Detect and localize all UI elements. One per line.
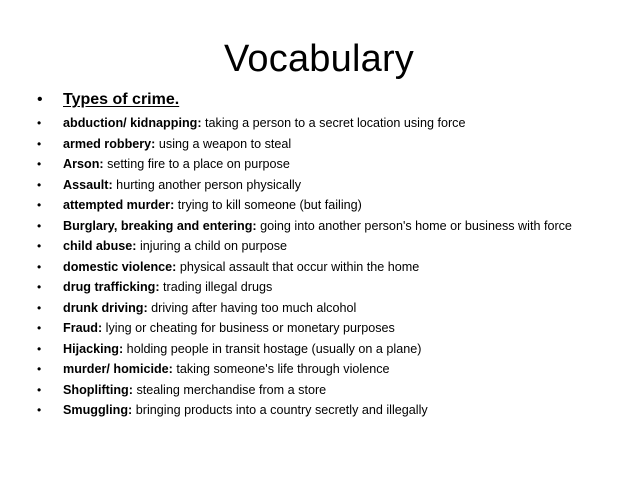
vocab-definition: lying or cheating for business or monetary purposes: [102, 321, 395, 335]
vocab-term: murder/ homicide:: [63, 362, 173, 376]
vocab-term: Smuggling:: [63, 403, 133, 417]
list-item: [37, 359, 627, 380]
bullet-icon: •: [37, 239, 42, 253]
bullet-icon: •: [37, 157, 42, 171]
bullet-icon: •: [37, 321, 42, 335]
vocab-definition: trading illegal drugs: [159, 280, 273, 294]
vocab-term: Hijacking:: [63, 341, 124, 356]
vocab-entry: [63, 380, 326, 401]
vocab-term: drug trafficking:: [63, 280, 160, 294]
vocab-entry: [63, 154, 290, 175]
bullet-icon: •: [37, 91, 43, 108]
vocab-definition: injuring a child on purpose: [136, 239, 288, 253]
list-item: [37, 257, 627, 278]
vocab-entry: [63, 175, 301, 196]
vocab-entry: [63, 400, 428, 421]
list-item: [37, 380, 627, 401]
list-item: [37, 154, 627, 175]
bullet-icon: •: [37, 341, 42, 356]
list-heading: [37, 87, 627, 113]
bullet-icon: •: [37, 259, 42, 274]
vocab-definition: going into another person's home or business with force: [256, 218, 572, 233]
vocab-term: Shoplifting:: [63, 382, 133, 397]
vocab-term: abduction/ kidnapping:: [63, 116, 202, 130]
vocab-term: armed robbery:: [63, 136, 156, 151]
vocab-definition: driving after having too much alcohol: [147, 300, 357, 315]
vocab-definition: setting fire to a place on purpose: [103, 157, 290, 171]
vocab-definition: trying to kill someone (but failing): [174, 198, 362, 212]
vocab-entry: [63, 298, 356, 319]
vocab-entry: [63, 277, 272, 298]
bullet-icon: •: [37, 300, 42, 315]
list-item: [37, 134, 627, 155]
vocab-entry: [63, 134, 291, 155]
vocab-entry: [63, 257, 419, 278]
list-item: [37, 277, 627, 298]
list-item: [37, 236, 627, 257]
bullet-icon: •: [37, 382, 42, 397]
vocab-definition: stealing merchandise from a store: [132, 382, 327, 397]
vocab-definition: using a weapon to steal: [155, 136, 292, 151]
vocab-definition: holding people in transit hostage (usually on a plane): [123, 341, 422, 356]
list-item: [37, 216, 627, 237]
list-item: [37, 298, 627, 319]
list-item: [37, 113, 627, 134]
vocab-term: domestic violence:: [63, 259, 177, 274]
slide-title: Vocabulary: [223, 38, 414, 80]
list-item: [37, 339, 627, 360]
bullet-icon: •: [37, 177, 42, 192]
vocab-term: child abuse:: [63, 239, 137, 253]
vocab-definition: physical assault that occur within the home: [176, 259, 420, 274]
vocab-entry: [63, 236, 287, 257]
vocab-term: Arson:: [63, 157, 104, 171]
heading-text: Types of crime.: [63, 91, 180, 108]
vocab-entry: [63, 339, 421, 360]
vocab-entry: [63, 359, 390, 380]
vocab-entry: [63, 318, 395, 339]
bullet-icon: •: [37, 280, 42, 294]
bullet-icon: •: [37, 198, 42, 212]
vocab-term: drunk driving:: [63, 300, 148, 315]
list-item: [37, 195, 627, 216]
list-item: [37, 318, 627, 339]
vocab-definition: hurting another person physically: [112, 177, 302, 192]
vocab-term: attempted murder:: [63, 198, 175, 212]
bullet-icon: •: [37, 362, 42, 376]
bullet-icon: •: [37, 116, 42, 130]
vocab-definition: taking someone's life through violence: [172, 362, 390, 376]
bullet-icon: •: [37, 403, 42, 417]
vocab-term: Assault:: [63, 177, 113, 192]
vocab-entry: [63, 113, 465, 134]
vocab-definition: bringing products into a country secretly and illegally: [132, 403, 428, 417]
vocab-term: Fraud:: [63, 321, 103, 335]
vocab-definition: taking a person to a secret location using force: [201, 116, 466, 130]
list-item: [37, 400, 627, 421]
bullet-icon: •: [37, 136, 42, 151]
vocab-entry: [63, 195, 362, 216]
vocab-term: Burglary, breaking and entering:: [63, 218, 257, 233]
vocab-entry: [63, 216, 572, 237]
vocabulary-list: [37, 87, 627, 421]
list-item: [37, 175, 627, 196]
bullet-icon: •: [37, 218, 42, 233]
